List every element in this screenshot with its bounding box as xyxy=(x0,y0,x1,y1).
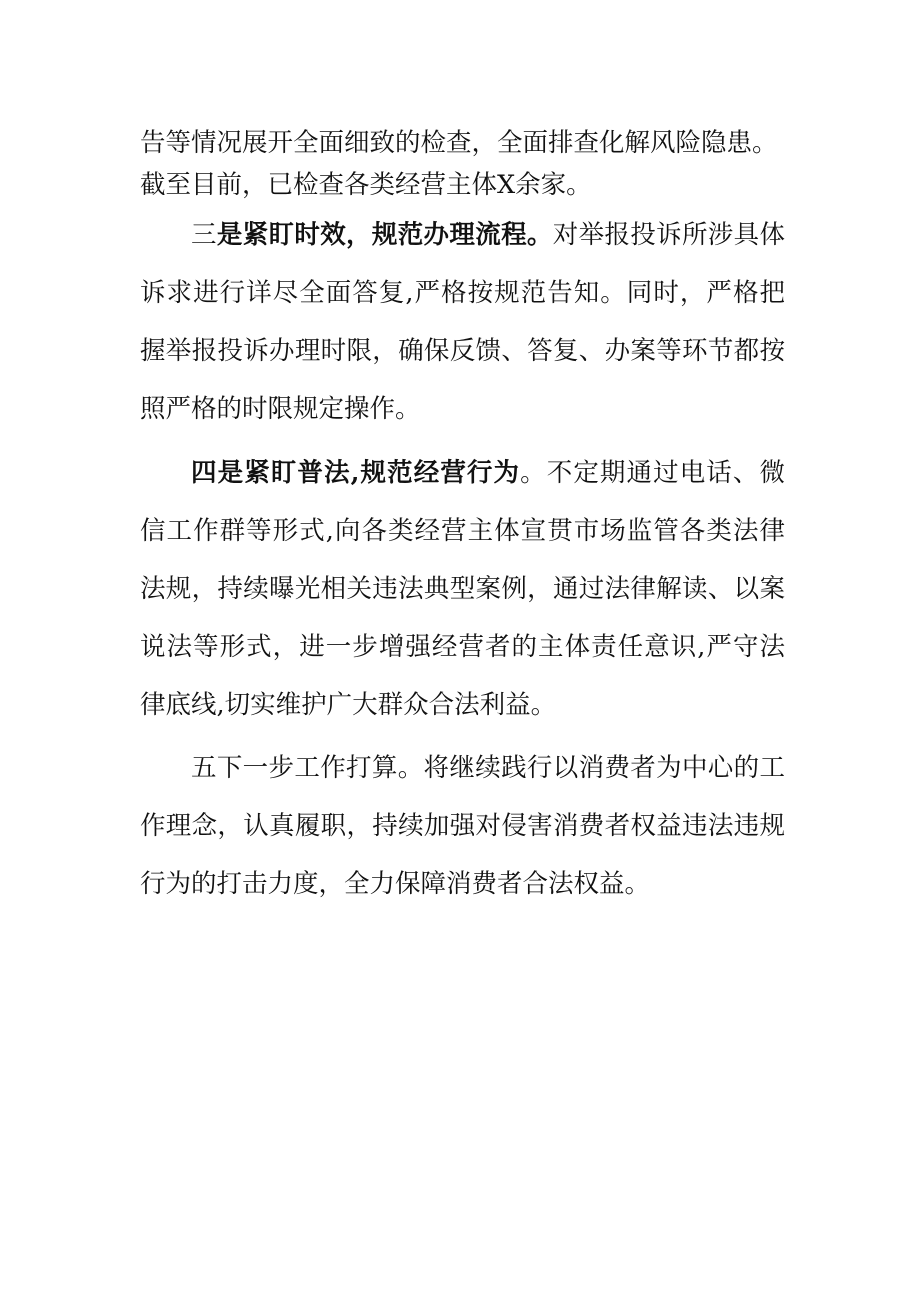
paragraph-five-body: 五下一步工作打算。将继续践行以消费者为中心的工作理念，认真履职，持续加强对侵害消费者权益违法违规行为的打击力度，全力保障消费者合法权益。 xyxy=(140,753,785,899)
paragraph-five xyxy=(140,739,785,913)
paragraph-three-lead: 是紧盯时效，规范办理流程。 xyxy=(216,220,553,250)
continuation-line-1: 告等情况展开全面细致的检查，全面排查化解风险隐患。 xyxy=(140,128,778,158)
paragraph-three-body: 对举报投诉所涉具体诉求进行详尽全面答复,严格按规范告知。同时，严格把握举报投诉办理时限，确保反馈、答复、办案等环节都按照严格的时限规定操作。 xyxy=(140,220,785,424)
paragraph-four-lead: 四是紧盯普法,规范经营行为 xyxy=(191,458,521,488)
paragraph-three xyxy=(140,206,785,438)
paragraph-four-body: 。不定期通过电话、微信工作群等形式,向各类经营主体宣贯市场监管各类法律法规，持续曝光相关违法典型案例，通过法律解读、以案说法等形式，进一步增强经营者的主体责任意识,严守法律底线,切实维护广大群众合法利益。 xyxy=(140,458,785,720)
continuation-paragraph xyxy=(140,122,785,206)
paragraph-three-prefix: 三 xyxy=(191,220,217,250)
continuation-line-2: 截至目前，已检查各类经营主体X余家。 xyxy=(140,170,592,200)
paragraph-four xyxy=(140,444,785,734)
